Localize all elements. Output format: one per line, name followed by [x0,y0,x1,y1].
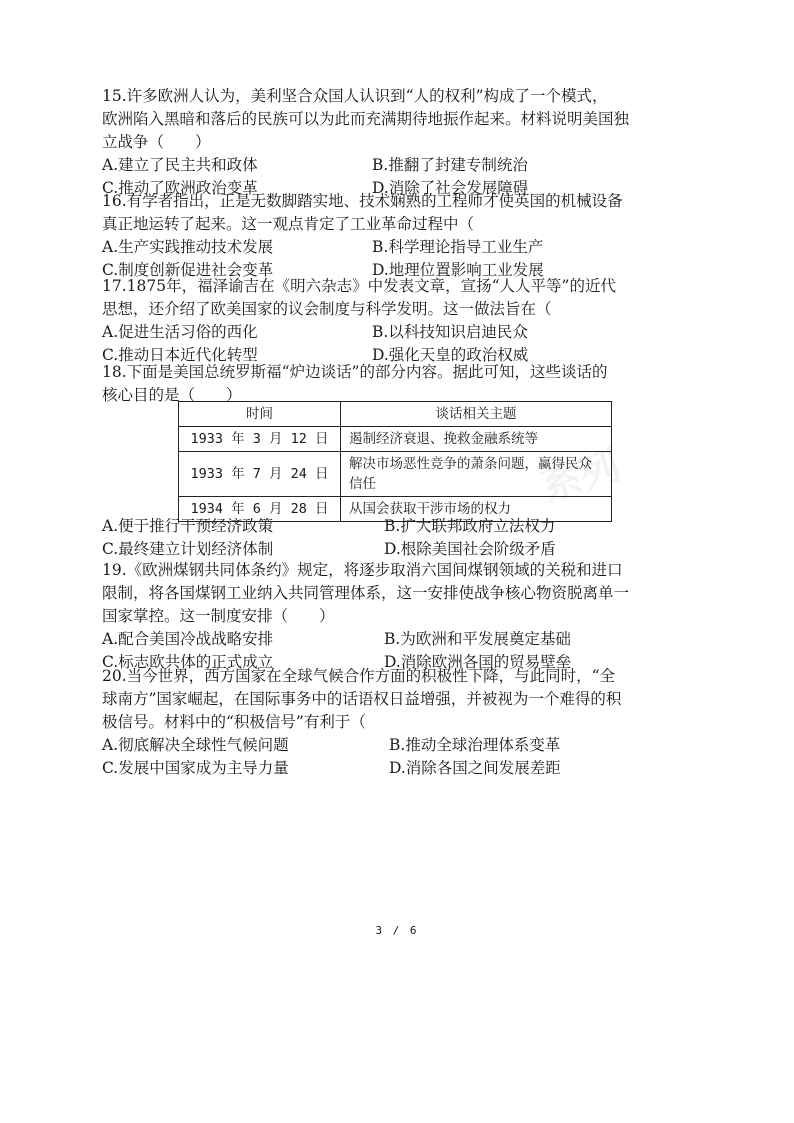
option-a: A.促进生活习俗的西化 [102,323,258,341]
option-d: D.地理位置影响工业发展 [372,261,544,279]
table-row [179,452,612,497]
question-line: 核心目的是（ ） [102,386,242,404]
question-line: 20.当今世界，西方国家在全球气候合作方面的积极性下降，与此同时，“全 [102,667,616,685]
question-line: 思想，还介绍了欧美国家的议会制度与科学发明。这一做法旨在（ [102,300,552,318]
question-line: 15.许多欧洲人认为，美利坚合众国人认识到“人的权利”构成了一个模式， [102,87,608,105]
question-15 [102,85,692,200]
question-16 [102,190,692,282]
question-line: 17.1875年，福泽谕吉在《明六杂志》中发表文章，宣扬“人人平等”的近代 [102,277,616,295]
option-b: B.科学理论指导工业生产 [372,238,544,256]
table-cell-topic: 遏制经济衰退、挽救金融系统等 [341,427,612,452]
option-a: A.配合美国冷战战略安排 [102,630,274,648]
table-cell-topic: 解决市场恶性竞争的萧条问题，赢得民众信任 [341,452,612,497]
table-cell-date: 1934 年 6 月 28 日 [179,497,341,522]
question-line: 欧洲陷入黑暗和落后的民族可以为此而充满期待地振作起来。材料说明美国独 [102,110,630,128]
option-d: D.根除美国社会阶级矛盾 [384,540,556,558]
option-b: B.推动全球治理体系变革 [389,736,561,754]
option-b: B.为欧洲和平发展奠定基础 [384,630,571,648]
question-line: 16.有学者指出，正是无数脚踏实地、技术娴熟的工程师才使英国的机械设备 [102,192,623,210]
question-20 [102,665,692,780]
table-header: 时间 [179,402,341,427]
table-cell-date: 1933 年 3 月 12 日 [179,427,341,452]
table-cell-date: 1933 年 7 月 24 日 [179,452,341,497]
table-cell-topic: 从国会获取干涉市场的权力 [341,497,612,522]
option-d: D.消除欧洲各国的贸易壁垒 [384,653,572,671]
question-line: 19.《欧洲煤钢共同体条约》规定，将逐步取消六国间煤钢领域的关税和进口 [102,561,623,579]
faint-watermark: 系列 [535,442,627,512]
option-a: A.生产实践推动技术发展 [102,238,274,256]
question-line: 球南方”国家崛起，在国际事务中的话语权日益增强，并被视为一个难得的积 [102,690,622,708]
question-line: 立战争（ ） [102,133,211,151]
question-line: 真正地运转了起来。这一观点肯定了工业革命过程中（ [102,215,475,233]
option-a: A.彻底解决全球性气候问题 [102,736,289,754]
option-c: C.制度创新促进社会变革 [102,261,274,279]
table-header-row [179,402,612,427]
table-row [179,427,612,452]
option-b: B.以科技知识启迪民众 [372,323,528,341]
question-line: 极信号。材料中的“积极信号”有利于（ [102,713,397,731]
option-c: C.推动了欧洲政治变革 [102,179,258,197]
table-header: 谈话相关主题 [341,402,612,427]
option-b: B.推翻了封建专制统治 [372,156,528,174]
option-b: B.扩大联邦政府立法权力 [384,517,556,535]
option-c: C.发展中国家成为主导力量 [102,759,289,777]
question-19 [102,559,692,674]
page-number: 3 / 6 [375,924,419,937]
question-line: 限制，将各国煤钢工业纳入共同管理体系，这一安排使战争核心物资脱离单一 [102,584,630,602]
option-c: C.推动日本近代化转型 [102,346,258,364]
fireside-chat-table [178,401,612,522]
question-line: 18.下面是美国总统罗斯福“炉边谈话”的部分内容。据此可知，这些谈话的 [102,363,608,381]
option-d: D.消除了社会发展障碍 [372,179,529,197]
option-a: A.便于推行干预经济政策 [102,517,274,535]
question-line: 国家掌控。这一制度安排（ ） [102,607,335,625]
question-18-options [102,515,692,561]
option-c: C.最终建立计划经济体制 [102,540,274,558]
option-c: C.标志欧共体的正式成立 [102,653,274,671]
option-d: D.消除各国之间发展差距 [389,759,561,777]
option-a: A.建立了民主共和政体 [102,156,258,174]
option-d: D.强化天皇的政治权威 [372,346,529,364]
question-17 [102,275,692,367]
